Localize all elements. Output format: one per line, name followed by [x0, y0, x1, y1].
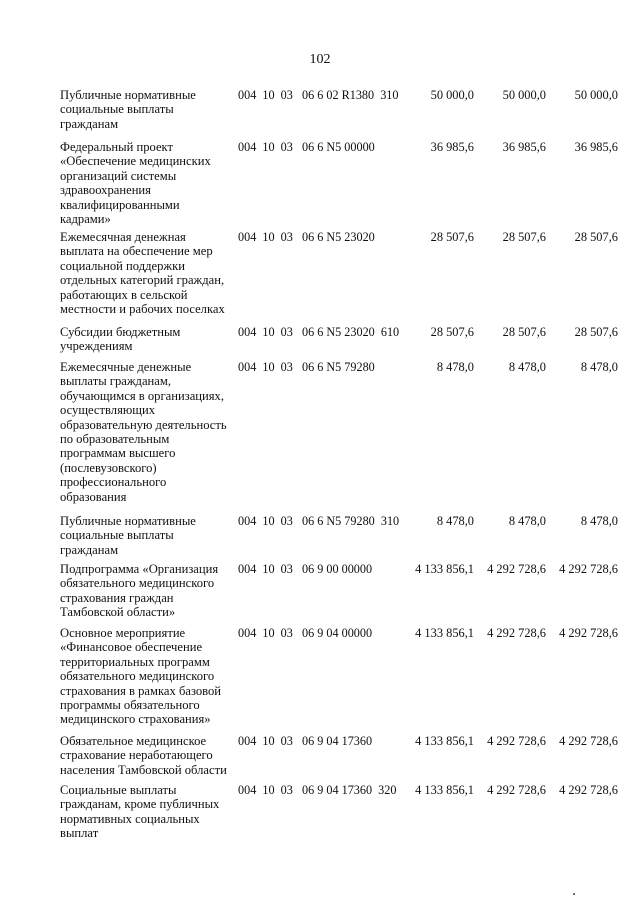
- row-value-year2: 28 507,6: [502, 325, 546, 339]
- row-value-year1: 28 507,6: [430, 230, 474, 244]
- row-name: Публичные нормативные социальные выплаты гражданам: [60, 88, 196, 131]
- row-code: 004 10 03 06 9 04 00000: [238, 626, 373, 640]
- row-name: Публичные нормативные социальные выплаты гражданам: [60, 514, 196, 557]
- row-code: 004 10 03 06 9 04 17360: [238, 734, 373, 748]
- row-value-year3: 50 000,0: [574, 88, 618, 102]
- row-value-year3: 4 292 728,6: [559, 783, 618, 797]
- row-value-year2: 28 507,6: [502, 230, 546, 244]
- row-value-year1: 4 133 856,1: [415, 783, 474, 797]
- row-value-year1: 8 478,0: [436, 514, 474, 528]
- row-code: 004 10 03 06 9 04 17360 320: [238, 783, 397, 797]
- row-value-year1: 8 478,0: [436, 360, 474, 374]
- row-value-year2: 4 292 728,6: [487, 783, 546, 797]
- row-value-year3: 4 292 728,6: [559, 626, 618, 640]
- row-code: 004 10 03 06 6 N5 23020: [238, 230, 375, 244]
- row-name: Основное мероприятие «Финансовое обеспечение территориальных программ обязательного медицинского страхования в рамках базовой программы обязательного медицинского страхования»: [60, 626, 222, 727]
- row-value-year1: 4 133 856,1: [415, 734, 474, 748]
- row-code: 004 10 03 06 6 N5 23020 610: [238, 325, 400, 339]
- row-code: 004 10 03 06 6 02 R1380 310: [238, 88, 399, 102]
- row-value-year2: 50 000,0: [502, 88, 546, 102]
- row-value-year2: 8 478,0: [508, 360, 546, 374]
- row-value-year2: 36 985,6: [502, 140, 546, 154]
- row-name: Субсидии бюджетным учреждениям: [60, 325, 181, 354]
- row-name: Подпрограмма «Организация обязательного медицинского страхования граждан Тамбовской области»: [60, 562, 219, 620]
- row-code: 004 10 03 06 9 00 00000: [238, 562, 373, 576]
- row-name: Федеральный проект «Обеспечение медицинских организаций системы здравоохранения квалифицированными кадрами»: [60, 140, 211, 227]
- row-value-year2: 4 292 728,6: [487, 626, 546, 640]
- page-number: 102: [309, 52, 331, 67]
- scan-speck: [573, 893, 575, 895]
- row-value-year3: 4 292 728,6: [559, 734, 618, 748]
- row-value-year3: 8 478,0: [580, 360, 618, 374]
- row-name: Обязательное медицинское страхование неработающего населения Тамбовской области: [60, 734, 227, 777]
- row-value-year3: 8 478,0: [580, 514, 618, 528]
- row-value-year2: 8 478,0: [508, 514, 546, 528]
- row-code: 004 10 03 06 6 N5 79280 310: [238, 514, 400, 528]
- row-value-year3: 28 507,6: [574, 230, 618, 244]
- row-name: Социальные выплаты гражданам, кроме публичных нормативных социальных выплат: [60, 783, 220, 841]
- row-name: Ежемесячная денежная выплата на обеспечение мер социальной поддержки отдельных категорий граждан, работающих в сельской местности и рабочих поселках: [60, 230, 225, 317]
- row-value-year3: 28 507,6: [574, 325, 618, 339]
- row-value-year1: 28 507,6: [430, 325, 474, 339]
- row-value-year1: 4 133 856,1: [415, 626, 474, 640]
- row-value-year3: 4 292 728,6: [559, 562, 618, 576]
- row-value-year1: 4 133 856,1: [415, 562, 474, 576]
- row-value-year1: 50 000,0: [430, 88, 474, 102]
- row-name: Ежемесячные денежные выплаты гражданам, обучающимся в организациях, осуществляющих образовательную деятельность по образовательным программам высшего (послевузовского) профессионального образования: [60, 360, 227, 504]
- row-value-year2: 4 292 728,6: [487, 734, 546, 748]
- row-value-year3: 36 985,6: [574, 140, 618, 154]
- row-value-year2: 4 292 728,6: [487, 562, 546, 576]
- row-value-year1: 36 985,6: [430, 140, 474, 154]
- row-code: 004 10 03 06 6 N5 79280: [238, 360, 375, 374]
- row-code: 004 10 03 06 6 N5 00000: [238, 140, 375, 154]
